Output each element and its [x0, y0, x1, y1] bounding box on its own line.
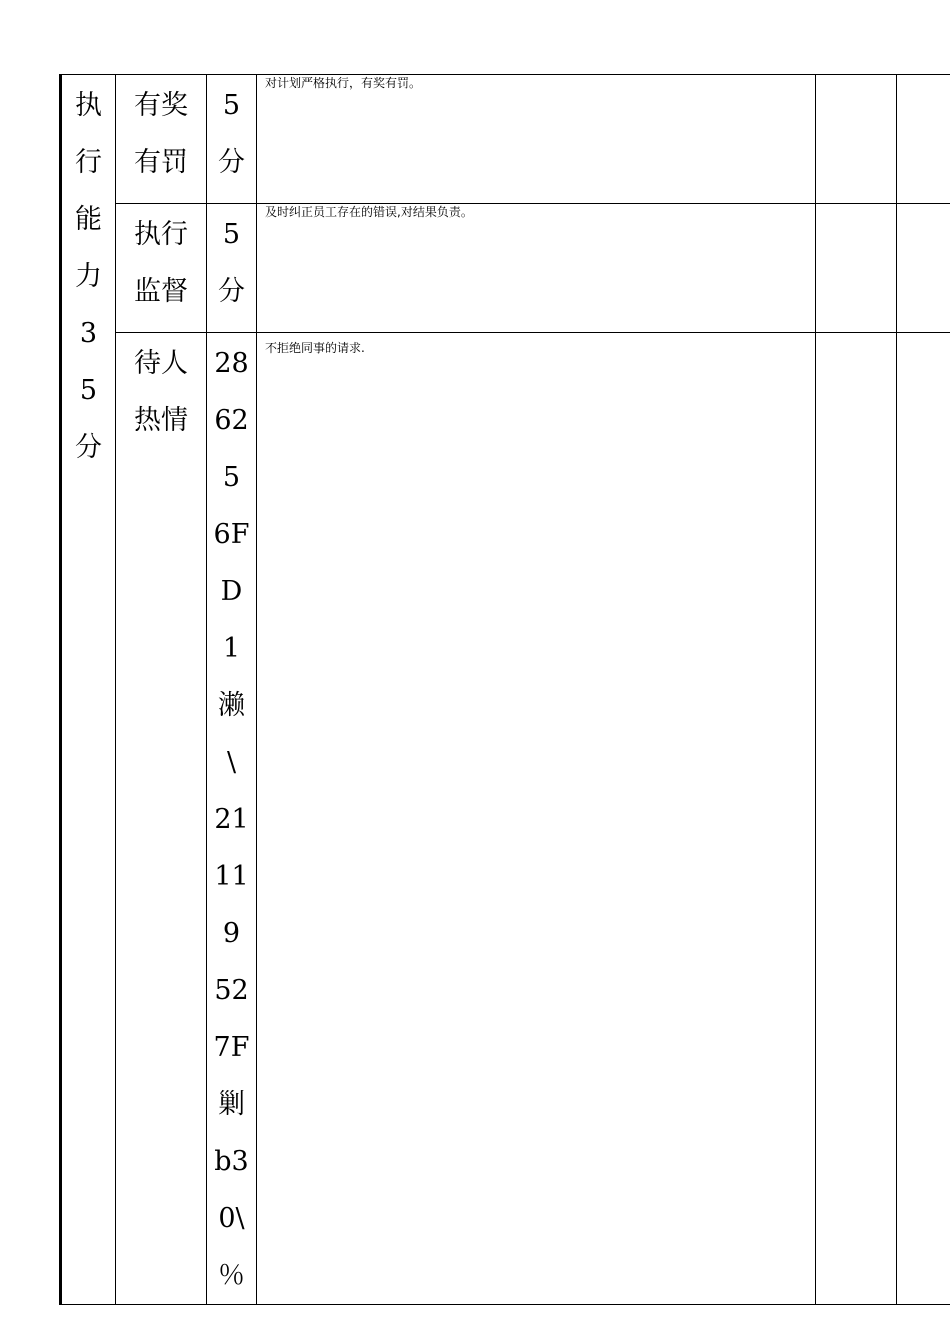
item-label: 待人 热情	[134, 348, 188, 436]
evaluation-table	[59, 74, 950, 1305]
category-label: 执 行 能 力 35 分	[75, 90, 102, 463]
evaluation-table-section	[59, 74, 949, 1291]
item-cell	[116, 204, 207, 333]
item-label: 有奖 有罚	[134, 90, 188, 178]
category-cell	[61, 75, 116, 1305]
description-text: 及时纠正员工存在的错误,对结果负责。	[265, 205, 473, 219]
score-label: 5 分	[218, 90, 245, 178]
score-label: 28 62 5 6F D1 濑 \ 21 11 9 52 7F 剿 b3 0\ ％	[213, 348, 250, 1291]
table-row	[61, 204, 950, 333]
description-cell	[257, 75, 816, 204]
score-cell	[207, 204, 257, 333]
score-cell	[207, 75, 257, 204]
remark-cell	[897, 333, 950, 1305]
table-row	[61, 333, 950, 1305]
remark-cell	[897, 75, 950, 204]
item-cell	[116, 75, 207, 204]
description-text: 对计划严格执行，有奖有罚。	[265, 76, 422, 90]
remark-cell	[897, 204, 950, 333]
rating-cell	[816, 204, 897, 333]
rating-cell	[816, 333, 897, 1305]
description-cell	[257, 204, 816, 333]
score-label: 5 分	[218, 219, 245, 307]
score-cell	[207, 333, 257, 1305]
item-label: 执行 监督	[134, 219, 188, 307]
rating-cell	[816, 75, 897, 204]
description-text: 不拒绝同事的请求.	[265, 341, 365, 355]
table-row	[61, 75, 950, 204]
item-cell	[116, 333, 207, 1305]
description-cell	[257, 333, 816, 1305]
